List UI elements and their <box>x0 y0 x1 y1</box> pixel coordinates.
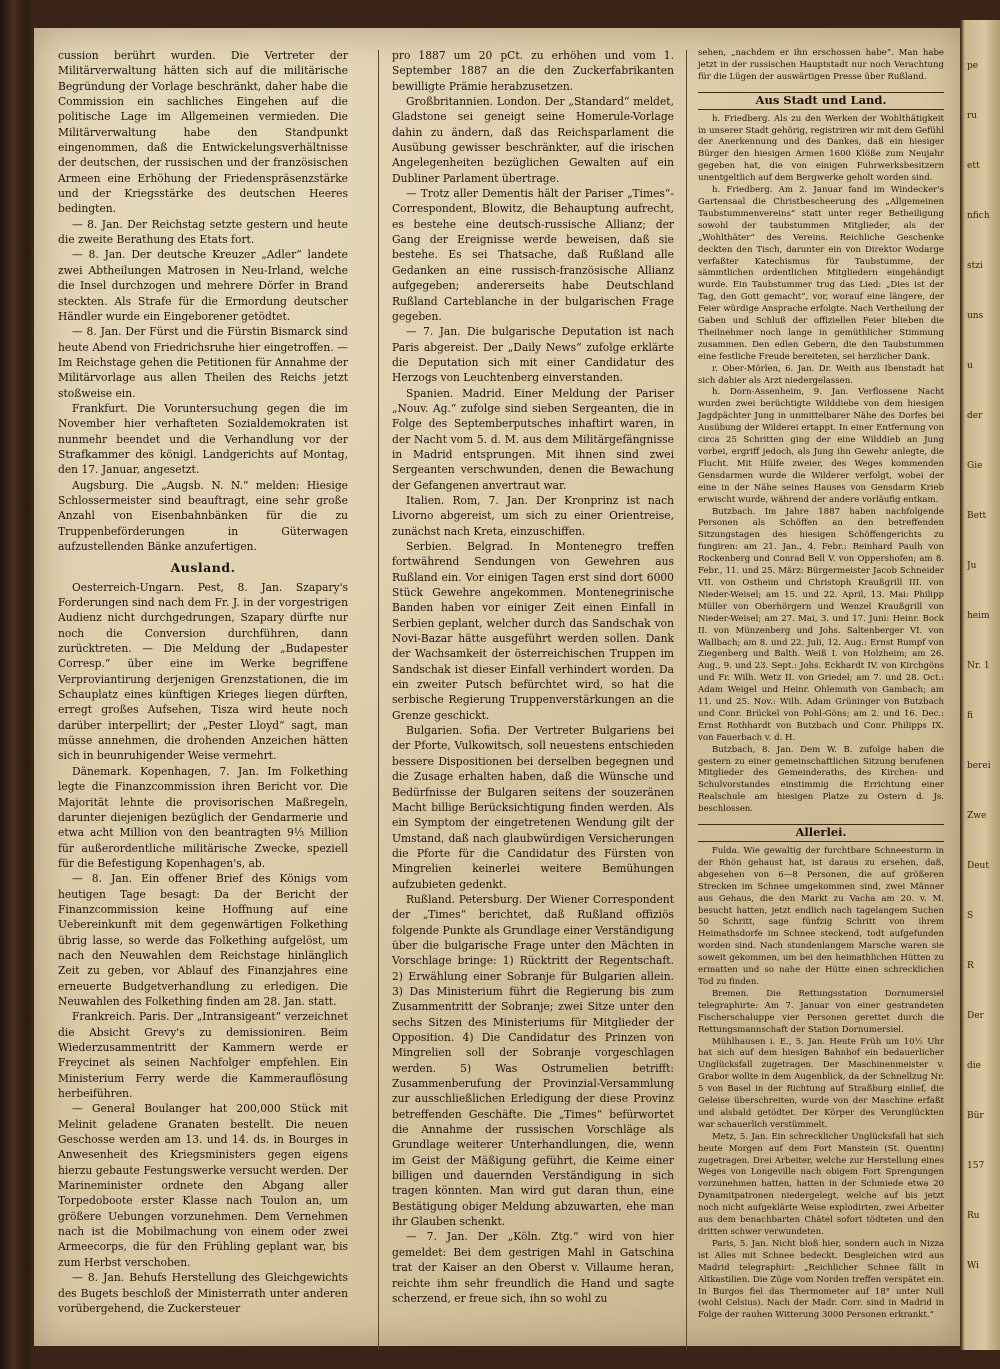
article-paragraph: h. Friedberg. Als zu den Werken der Wohlthätigkeit in unserer Stadt gehörig, registriren wir mit dem Gefühl der Anerkennung und des Dankes, daß ein hiesiger Bürger den hiesigen Armen 1600 Klöße zum Neujahr gegeben hat, die von einigen Fuhrwerksbesitzern unentgeltlich auf dem Bergwerke geholt worden sind. <box>698 113 944 184</box>
next-page-fragment: uns <box>967 311 984 321</box>
next-page-fragment: stzi <box>967 261 983 271</box>
next-page-fragment: Bür <box>967 1111 984 1121</box>
article-paragraph: — Trotz aller Dementis hält der Pariser „Times“-Correspondent, Blowitz, die Behauptung aufrecht, es bestehe eine deutsch-russische Allianz; der Gang der Ereignisse werde beweisen, daß sie bestehe. Es sei Thatsache, daß Rußland alle Gedanken an eine russisch-französische Allianz aufgegeben; andererseits habe Deutschland Rußland Carteblanche in der bulgarischen Frage gegeben. <box>392 187 674 323</box>
column-1 <box>58 48 348 1316</box>
next-page-fragment: Bett <box>967 511 987 521</box>
article-paragraph: — General Boulanger hat 200,000 Stück mit Melinit geladene Granaten bestellt. Die neuen Geschosse werden am 13. und 14. ds. in Bourges in Anwesenheit des Kriegsministers gegen eigens hierzu gebaute Festungswerke versucht werden. Der Marineminister ordnete den Abgang aller Torpedoboote erster Klasse nach Toulon an, um größere Uebungen vorzunehmen. Dem Vernehmen nach ist die Mobilmachung von einem oder zwei Armeecorps, die für den Frühling geplant war, bis zum Herbst verschoben. <box>58 1102 348 1269</box>
next-page-fragment: fi <box>967 711 974 721</box>
article-paragraph: — 7. Jan. Der „Köln. Ztg.“ wird von hier gemeldet: Bei dem gestrigen Mahl in Gatschina trat der Kaiser an den Oberst v. Villaume heran, reichte ihm sehr freundlich die Hand und sagte scherzend, er freue sich, ihn so wohl zu <box>392 1230 674 1305</box>
article-paragraph: — 8. Jan. Der Reichstag setzte gestern und heute die zweite Berathung des Etats fort. <box>58 217 348 247</box>
article-paragraph: Frankreich. Paris. Der „Intransigeant“ verzeichnet die Absicht Grevy's zu demissioniren. Beim Wiederzusammentritt der Kammern werde er Freycinet als seinen Nachfolger empfehlen. Ein Ministerium Ferry werde die Kammerauflösung herbeiführen. <box>58 1010 348 1101</box>
next-page-fragment: pe <box>967 61 979 71</box>
article-paragraph: h. Friedberg. Am 2. Januar fand im Windecker's Gartensaal die Christbescheerung des „Allgemeinen Taubstummenvereins“ statt unter reger Betheiligung sowohl der taubstummen Mitglieder, als der „Wohlthäter“ des Vereins. Reichliche Geschenke deckten den Tisch, darunter ein von Direktor Wodarge verfaßter Katechismus für Taubstumme, der sämmtlichen ordentlichen Mitgliedern eingehändigt wurde. Ein Taubstummer trug das Lied: „Dies ist der Tag, den Gott gemacht“, vor, worauf eine längere, der Feier würdige Ansprache erfolgte. Nach Vertheilung der Gaben und Schluß der offiziellen Feier blieben die Theilnehmer noch lange in gemüthlicher Stimmung zusammen. Den edlen Gebern, die den Taubstummen eine festliche Freude bereiteten, sei herzlicher Dank. <box>698 185 944 362</box>
article-paragraph: Dänemark. Kopenhagen, 7. Jan. Im Folkething legte die Finanzcommission ihren Bericht vor. Die Majorität lehnte die provisorischen Maßregeln, darunter diejenigen bezüglich der Gendarmerie und etwa acht Million von den beantragten 9⅓ Million für außerordentliche militärische Zwecke, speziell für die Befestigung Kopenhagen's, ab. <box>58 764 348 870</box>
column-2 <box>392 48 674 1306</box>
article-paragraph: Italien. Rom, 7. Jan. Der Kronprinz ist nach Livorno abgereist, um sich zu einer Orientreise, zunächst nach Kreta, einzuschiffen. <box>392 493 674 538</box>
next-page-fragment: Wi <box>967 1261 979 1271</box>
column-3 <box>698 48 944 1322</box>
article-paragraph: Serbien. Belgrad. In Montenegro treffen fortwährend Sendungen von Gewehren aus Rußland ein. Vor einigen Tagen erst sind dort 6000 Stück Gewehre angekommen. Montenegrinische Banden haben vor einiger Zeit einen Einfall in Serbien geplant, welcher durch das Sandschak von Novi-Bazar hätte ausgeführt werden sollen. Dank der Wachsamkeit der österreichischen Truppen im Sandschak ist dieser Einfall verhindert worden. Da ein zweiter Putsch befürchtet wird, so hat die serbische Regierung Truppenverstärkungen an die Grenze geschickt. <box>392 540 674 722</box>
article-paragraph: — 8. Jan. Behufs Herstellung des Gleichgewichts des Bugets beschloß der Ministerrath unter anderen vorübergehend, die Zuckersteuer <box>58 1271 348 1315</box>
section-heading-stadt-und-land: Aus Stadt und Land. <box>698 92 944 110</box>
next-page-fragment: ett <box>967 161 980 171</box>
article-paragraph: Großbritannien. London. Der „Standard“ meldet, Gladstone sei geneigt seine Homerule-Vorlage dahin zu ändern, daß das Reichsparlament die Ausübung gewisser beschränkter, auf die irischen Angelegenheiten bezüglichen Gewalten auf ein Dubliner Parlament übertrage. <box>392 95 674 185</box>
next-page-fragment: Der <box>967 1011 984 1021</box>
next-page-fragment: die <box>967 1061 981 1071</box>
section-heading-allerlei: Allerlei. <box>698 824 944 842</box>
next-page-fragment: 157 <box>967 1161 985 1171</box>
article-paragraph: Rußland. Petersburg. Der Wiener Correspondent der „Times“ berichtet, daß Rußland offiziös folgende Punkte als Grundlage einer Verständigung über die bulgarische Frage unter den Mächten in Vorschlage bringe: 1) Rücktritt der Regentschaft. 2) Erwählung einer Sobranje für Bulgarien allein. 3) Das Ministerium führt die Regierung bis zum Zusammentritt der Sobranje; zwei Sitze unter den sechs Sitzen des Ministeriums für Mitglieder der Opposition. 4) Die Candidatur des Prinzen von Mingrelien soll der Sobranje vorgeschlagen werden. 5) Was Ostrumelien betrifft: Zusammenberufung der Provinzial-Versammlung zur ausschließlichen Erledigung der diese Provinz betreffenden Geschäfte. Die „Times“ befürwortet die Annahme der russischen Vorschläge als Grundlage weiterer Unterhandlungen, die, wenn im Geist der Mäßigung geführt, die Keime einer billigen und dauernden Verständigung in sich tragen könnten. Man wird gut daran thun, eine Bestätigung obiger Meldung abzuwarten, ehe man ihr Glauben schenkt. <box>392 892 674 1229</box>
article-paragraph: — 8. Jan. Der deutsche Kreuzer „Adler“ landete zwei Abtheilungen Matrosen in Neu-Irland, welche die Insel durchzogen und mehrere Dörfer in Brand steckten. Als Strafe für die Ermordung deutscher Händler wurde ein Eingeborener getödtet. <box>58 248 348 323</box>
article-paragraph: Augsburg. Die „Augsb. N. N.“ melden: Hiesige Schlossermeister sind beauftragt, eine sehr große Anzahl von Eisenbahnbänken für die zu Truppenbeförderungen in Güterwagen aufzustellenden Bänke anzufertigen. <box>58 478 348 553</box>
next-page-fragment: Zwe <box>967 811 987 821</box>
next-page-fragment: Ru <box>967 1211 980 1221</box>
article-paragraph: Fulda. Wie gewaltig der furchtbare Schneesturm in der Rhön gehaust hat, ist daraus zu ersehen, daß, abgesehen von 6—8 Personen, die auf größeren Strecken im Schnee umgekommen sind, zwei Männer aus Gehaus, die den Markt zu Vacha am 20. v. M. besucht hatten, jetzt endlich nach tagelangem Suchen 50 Schritt, sage fünfzig Schritt von ihrem Heimathsdorfe im Schnee steckend, todt aufgefunden worden sind. Nach stundenlangem Marsche waren sie soweit gekommen, um bei den heimathlichen Hütten zu ermatten und so nahe der Hütte einen schrecklichen Tod zu finden. <box>698 846 944 987</box>
next-page-fragment: Ju <box>967 561 977 571</box>
next-page-fragment: berei <box>967 761 991 771</box>
column-divider <box>686 50 687 1350</box>
article-paragraph: — 8. Jan. Der Fürst und die Fürstin Bismarck sind heute Abend von Friedrichsruhe hier eingetroffen. — Im Reichstage gehen die Petitionen für Annahme der Militärvorlage aus allen Theilen des Reichs jetzt stoßweise ein. <box>58 325 348 400</box>
next-page-fragment: u <box>967 361 973 371</box>
article-paragraph: — 7. Jan. Die bulgarische Deputation ist nach Paris abgereist. Der „Daily News“ zufolge erklärte die Deputation sich mit einer Candidatur des Herzogs von Leuchtenberg einverstanden. <box>392 325 674 385</box>
article-paragraph: sehen, „nachdem er ihn erschossen habe“. Man habe jetzt in der russischen Hauptstadt nur noch Verachtung für die Lügen der auswärtigen Presse über Rußland. <box>698 48 944 82</box>
article-paragraph: cussion berührt wurden. Die Vertreter der Militärverwaltung hätten sich auf die militärische Begründung der Vorlage beschränkt, daher habe die Commission ein sachliches Eingehen auf die politische Lage im Allgemeinen vermieden. Die Militärverwaltung habe den Standpunkt eingenommen, daß die Entwickelungsverhältnisse der deutschen, der russischen und der französischen Armeen eine Erhöhung der Friedenspräsenzstärke und der Kriegsstärke des deutschen Heeres bedingten. <box>58 49 348 216</box>
article-paragraph: Mühlhausen i. E., 5. Jan. Heute Früh um 10½ Uhr hat sich auf dem hiesigen Bahnhof ein bedauerlicher Unglücksfall zugetragen. Der Maschinenmeister v. Grabor wollte in dem Augenblick, da der Schnellzug Nr. 5 von Basel in der Richtung auf Straßburg einlief, die Geleise überschreiten, wurde von der Maschine erfaßt und alsbald getödtet. Der Körper des Verunglückten war schauerlich verstümmelt. <box>698 1036 944 1130</box>
article-paragraph: Bremen. Die Rettungsstation Dornumersiel telegraphirte: Am 7. Januar von einer gestrandeten Fischerschaluppe vier Personen gerettet durch die Rettungsmannschaft der Station Dornumersiel. <box>698 988 944 1035</box>
article-paragraph: Butzbach. Im Jahre 1887 haben nachfolgende Personen als Schöffen an den betreffenden Sitzungstagen des hiesigen Schöffengerichts zu fungiren: am 21. Jan., 4. Febr.: Reinhard Paulh von Rockenberg und Conrad Bell V. von Oppershofen; am 8. Febr., 11. und 25. März: Bürgermeister Jacob Schneider VII. von Ostheim und Christoph Kraußgrill III. von Nieder-Weisel; am 15. und 22. April, 13. Mai: Philipp Müller von Oberhörgern und Wenzel Kraußgrill von Nieder-Weisel; am 27. Mai, 3. und 17. Juni: Heinr. Bock II. von Münzenberg und Johs. Saltenberger VI. von Wallbach; am 8. und 22. Juli, 12. Aug.: Ernst Rumpf von Ziegenberg und Balth. Weiß I. von Holzheim; am 26. Aug., 9. und 23. Sept.: Johs. Eckhardt IV. von Kirchgöns und Fr. Wilh. Wetz II. von Griedel; am 7. und 28. Oct.: Adam Weigel und Heinr. Ohlemuth von Gambach; am 11. und 25. Nov.: Wilh. Adam Grüninger von Butzbach und Conr. Brückel von Pohl-Göns; am 2. und 16. Dec.: Ernst Rothhardt von Butzbach und Conr. Philipps IX. von Fauerbach v. d. H. <box>698 506 944 743</box>
article-paragraph: Paris, 5. Jan. Nicht bloß hier, sondern auch in Nizza ist Alles mit Schnee bedeckt. Desgleichen wird aus Madrid telegraphirt: „Reichlicher Schnee fällt in Altkastilien. Die Züge vom Norden treffen verspätet ein. In Burgos fiel das Thermometer auf 18° unter Null (wohl Celsius). Nach der Madr. Corr. sind in Madrid in Folge der rauhen Witterung 3000 Personen erkrankt.“ <box>698 1238 944 1321</box>
article-paragraph: — 8. Jan. Ein offener Brief des Königs vom heutigen Tage besagt: Da der Bericht der Finanzcommission keine Hoffnung auf eine Uebereinkunft mit dem gegenwärtigen Folkething übrig lasse, so werde das Folkething aufgelöst, um nach den Neuwahlen dem Reichstage hinlänglich Zeit zu geben, vor Ablauf des Finanzjahres eine erneuerte Budgetverhandlung zu erledigen. Die Neuwahlen des Folkething finden am 28. Jan. statt. <box>58 872 348 1008</box>
article-paragraph: Metz, 5. Jan. Ein schrecklicher Unglücksfall hat sich heute Morgen auf dem Fort Manstein (St. Quentin) zugetragen. Drei Arbeiter, welche zur Herstellung eines Weges von Longeville nach obigem Fort Sprengungen vorzunehmen hatten, hatten in der Schmiede etwa 20 Dynamitpatronen niedergelegt, welche auf bis jetzt noch nicht aufgeklärte Weise explodirten, zwei Arbeiter aus dem benachbarten Châtel sofort tödteten und den dritten schwer verwundeten. <box>698 1131 944 1237</box>
column-divider <box>378 50 379 1350</box>
article-paragraph: Frankfurt. Die Voruntersuchung gegen die im November hier verhafteten Sozialdemokraten ist nunmehr beendet und die Verhandlung vor der Strafkammer des königl. Landgerichts auf Montag, den 17. Januar, angesetzt. <box>58 401 348 477</box>
next-page-fragment: nfich <box>967 211 990 221</box>
next-page-fragment: der <box>967 411 983 421</box>
next-page-fragment: ru <box>967 111 978 121</box>
article-paragraph: r. Ober-Mörlen, 6. Jan. Dr. Weith aus Ibenstadt hat sich dahier als Arzt niedergelassen. <box>698 363 944 386</box>
next-page-fragment: heim <box>967 611 990 621</box>
next-page-fragment: Gie <box>967 461 983 471</box>
article-paragraph: Oesterreich-Ungarn. Pest, 8. Jan. Szapary's Forderungen sind nach dem Fr. J. in der vorgestrigen Audienz nicht durchgedrungen, Szapary dürfte nur noch die Conversion durchführen, dann zurücktreten. — Die Meldung der „Budapester Corresp.“ über eine im Werke begriffene Verproviantirung derjenigen Grenzstationen, die im Schauplatz eines künftigen Krieges liegen dürften, erregt großes Aufsehen, Tisza wird heute noch darüber interpellirt; der „Pester Lloyd“ sagt, man müsse annehmen, die drohenden Anzeichen hätten sich in beunruhigender Weise vermehrt. <box>58 580 348 763</box>
article-paragraph: Bulgarien. Sofia. Der Vertreter Bulgariens bei der Pforte, Vulkowitsch, soll neuestens entschieden bessere Dispositionen bei derselben begegnen und die Zusage erhalten haben, daß die Wünsche und Bedürfnisse der Bulgaren seitens der souzeränen Macht billige Berücksichtigung finden werden. Als ein Symptom der eingetretenen Wendung gilt der Umstand, daß nach glaubwürdigen Versicherungen die Pforte für die Candidatur des Fürsten von Mingrelien keinerlei weitere Bemühungen aufzubieten gedenkt. <box>392 724 674 891</box>
article-paragraph: Spanien. Madrid. Einer Meldung der Pariser „Nouv. Ag.“ zufolge sind sieben Sergeanten, die in Folge des Septemberputsches inhaftirt waren, in der Nacht vom 5. d. M. aus dem Militärgefängnisse in Madrid entsprungen. Mit ihnen sind zwei Sergeanten verschwunden, denen die Bewachung der Gefangenen anvertraut war. <box>392 386 674 492</box>
article-paragraph: h. Dorn-Assenheim, 9. Jan. Verflossene Nacht wurden zwei berüchtigte Wilddiebe von dem hiesigen Jagdpächter Jung in unmittelbarer Nähe des Dorfes bei Ausübung der Wilderei ertappt. In einer Entfernung von circa 25 Schritten ging der eine Wilddieb an Jung vorbei, ergriff jedoch, als Jung ihn Gewehr anlegte, die Flucht. Mit Hülfe zweier, des Weges kommenden Gensdarmen wurde die Wilderer verfolgt, wobei der eine in der Nähe seines Hauses von Gensdarm Krieb erwischt wurde, während der andere vorläufig entkam. <box>698 387 944 505</box>
next-page-fragment: R <box>967 961 974 971</box>
section-heading-ausland: Ausland. <box>170 560 236 576</box>
next-page-fragment: Nr. 1 <box>967 661 990 671</box>
book-binding <box>0 0 34 1369</box>
article-paragraph: Butzbach, 8. Jan. Dem W. B. zufolge haben die gestern zu einer gemeinschaftlichen Sitzung berufenen Mitglieder des Gemeinderaths, des Kirchen- und Schulvorstandes einstimmig die Errichtung einer Realschule am hiesigen Platze zu Ostern d. Js. beschlossen. <box>698 744 944 815</box>
next-page-fragment: Deut <box>967 861 989 871</box>
article-paragraph: pro 1887 um 20 pCt. zu erhöhen und vom 1. September 1887 an die den Zuckerfabrikanten bewilligte Prämie herabzusetzen. <box>392 49 674 93</box>
next-page-fragment: S <box>967 911 974 921</box>
